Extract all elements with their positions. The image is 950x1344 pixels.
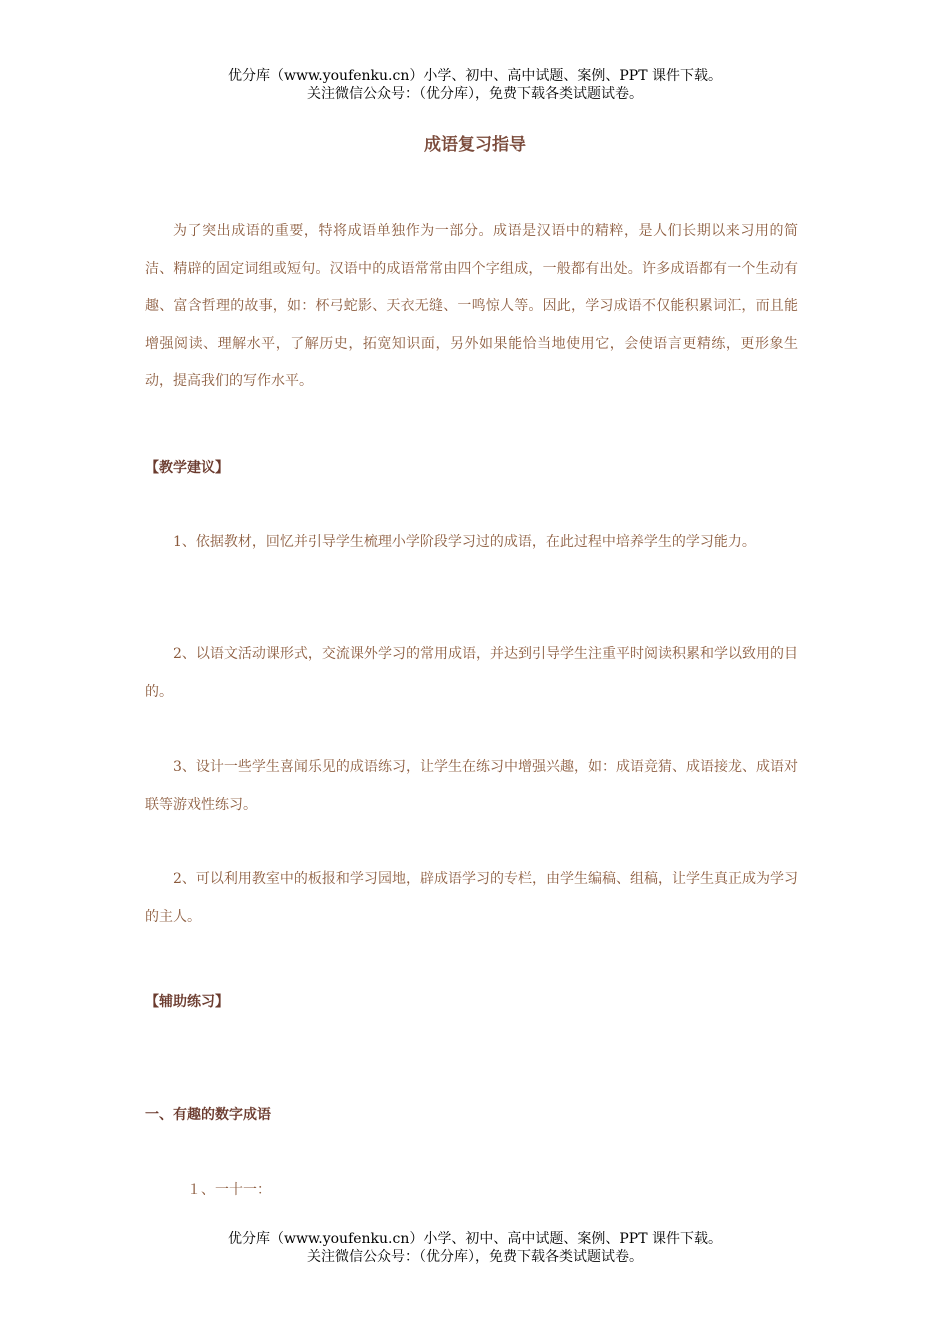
page-header bbox=[0, 67, 950, 103]
suggestion-item: 2、可以利用教室中的板报和学习园地，辟成语学习的专栏，由学生编稿、组稿，让学生真正成为学习的主人。 bbox=[145, 871, 798, 925]
practice-heading: 【辅助练习】 bbox=[145, 994, 229, 1010]
header-line-2: 关注微信公众号：（优分库），免费下载各类试题试卷。 bbox=[307, 86, 643, 102]
suggestion-item: 3、设计一些学生喜闻乐见的成语练习，让学生在练习中增强兴趣，如：成语竞猜、成语接龙、成语对联等游戏性练习。 bbox=[145, 759, 798, 813]
teaching-suggestions-heading: 【教学建议】 bbox=[145, 460, 229, 476]
header-line-1: 优分库（www.youfenku.cn）小学、初中、高中试题、案例、PPT 课件下载。 bbox=[227, 68, 722, 84]
footer-line-2: 关注微信公众号：（优分库），免费下载各类试题试卷。 bbox=[307, 1249, 643, 1265]
suggestion-item: 1、依据教材，回忆并引导学生梳理小学阶段学习过的成语，在此过程中培养学生的学习能力。 bbox=[173, 534, 756, 550]
document-title: 成语复习指导 bbox=[424, 135, 526, 155]
exercise-item: １、一十一： bbox=[187, 1182, 271, 1198]
intro-paragraph: 为了突出成语的重要，特将成语单独作为一部分。成语是汉语中的精粹，是人们长期以来习用的简洁、精辟的固定词组或短句。汉语中的成语常常由四个字组成，一般都有出处。许多成语都有一个生动有趣、富含哲理的故事，如：杯弓蛇影、天衣无缝、一鸣惊人等。因此，学习成语不仅能积累词汇，而且能增强阅读、理解水平，了解历史，拓宽知识面，另外如果能恰当地使用它，会使语言更精练，更形象生动，提高我们的写作水平。 bbox=[145, 223, 798, 389]
page-footer bbox=[0, 1230, 950, 1266]
footer-line-1: 优分库（www.youfenku.cn）小学、初中、高中试题、案例、PPT 课件下载。 bbox=[227, 1231, 722, 1247]
section-heading-number-idioms: 一、有趣的数字成语 bbox=[145, 1107, 271, 1123]
suggestion-item: 2、以语文活动课形式，交流课外学习的常用成语，并达到引导学生注重平时阅读积累和学以致用的目的。 bbox=[145, 646, 798, 700]
